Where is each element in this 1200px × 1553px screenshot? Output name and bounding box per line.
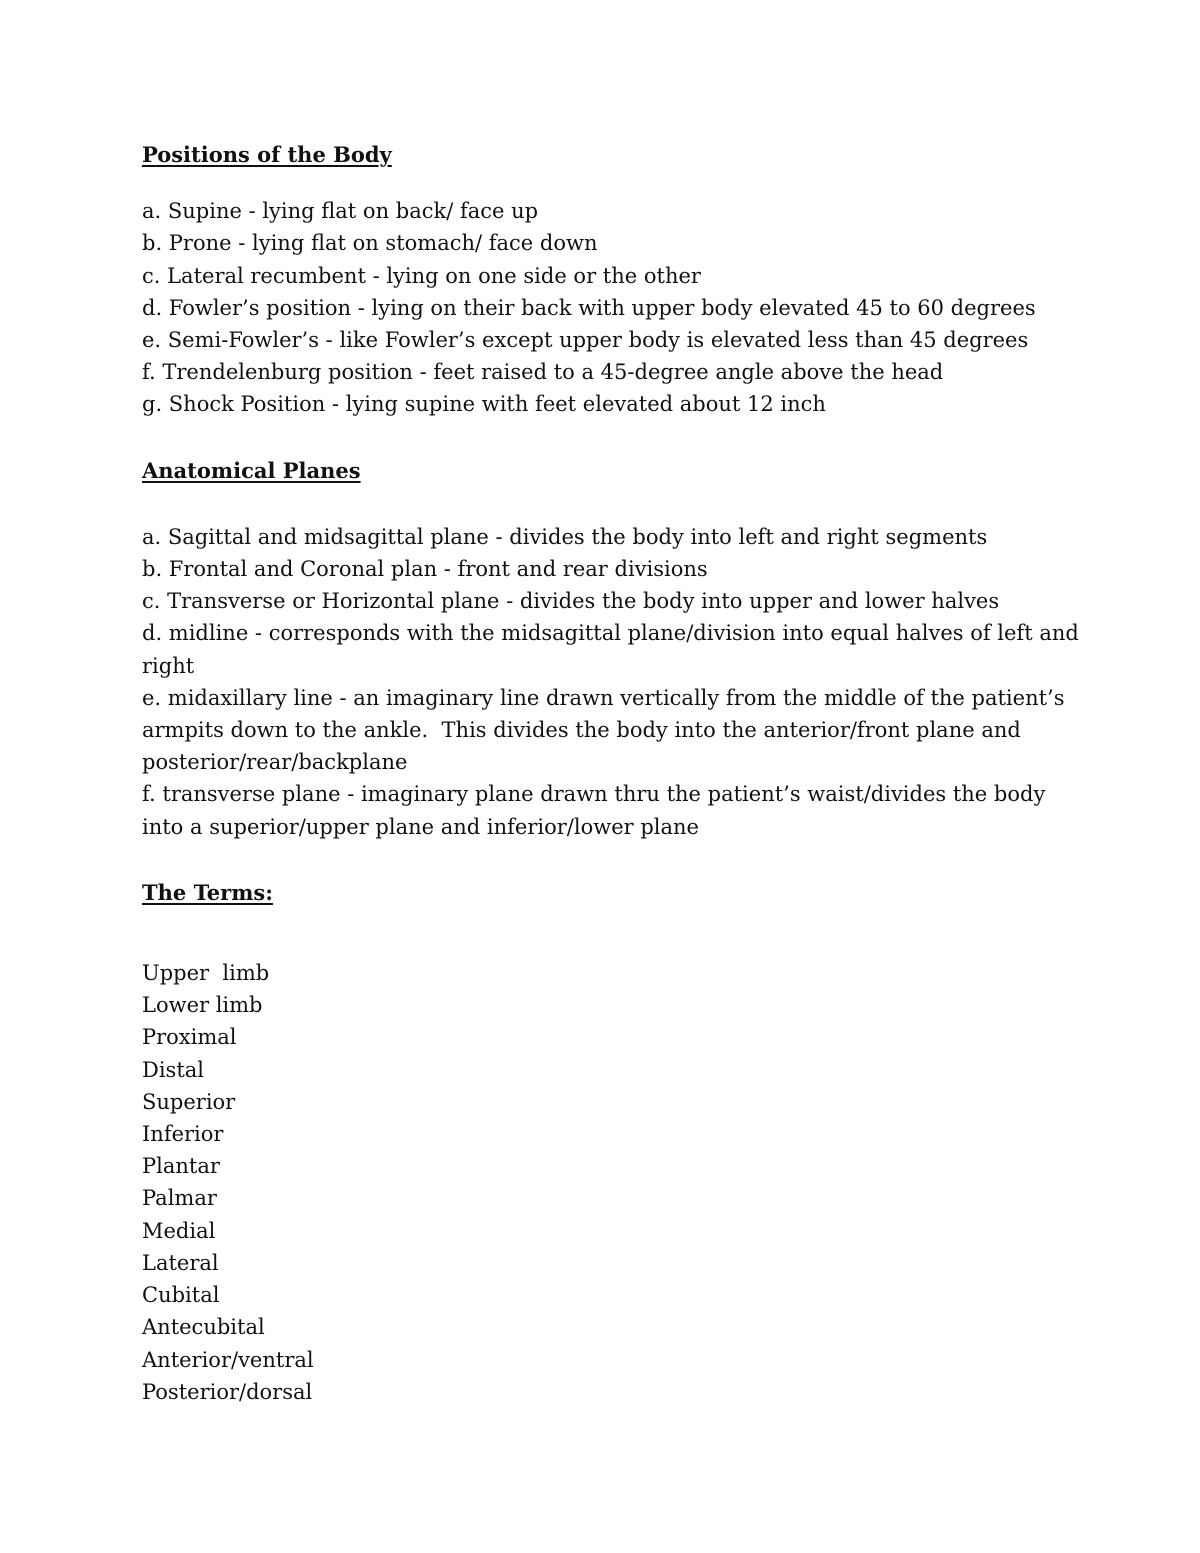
section-heading-positions: Positions of the Body [142, 142, 392, 167]
list-item: Inferior [142, 1122, 224, 1147]
section-heading-planes: Anatomical Planes [142, 457, 361, 483]
positions-list [142, 195, 1082, 420]
planes-list [142, 521, 1086, 843]
list-item: Posterior/dorsal [142, 1379, 313, 1404]
section-heading-terms: The Terms: [142, 879, 274, 905]
list-item: e. Semi-Fowler’s - like Fowler’s except upper body is elevated less than 45 degrees [142, 328, 1029, 353]
document-body [142, 139, 1086, 1408]
list-item: b. Prone - lying flat on stomach/ face down [142, 231, 598, 256]
list-item: d. Fowler’s position - lying on their back with upper body elevated 45 to 60 degrees [142, 295, 1036, 320]
list-item: e. midaxillary line - an imaginary line drawn vertically from the middle of the patient’s armpits down to the ankle. This divides the body into the anterior/front plane and posterior/rear/backplane [142, 685, 1072, 775]
list-item: b. Frontal and Coronal plan - front and rear divisions [142, 557, 708, 582]
list-item: Anterior/ventral [142, 1347, 314, 1372]
list-item: Lateral [142, 1250, 219, 1275]
list-item: c. Transverse or Horizontal plane - divides the body into upper and lower halves [142, 589, 1000, 614]
list-item: Medial [142, 1218, 216, 1243]
terms-list [142, 957, 1082, 1408]
list-item: Plantar [142, 1154, 220, 1179]
list-item: f. transverse plane - imaginary plane drawn thru the patient’s waist/divides the body into a superior/upper plane and inferior/lower plane [142, 782, 1052, 839]
list-item: Proximal [142, 1025, 237, 1050]
list-item: a. Supine - lying flat on back/ face up [142, 199, 539, 224]
list-item: Distal [142, 1057, 205, 1082]
list-item: Lower limb [142, 993, 263, 1018]
list-item: g. Shock Position - lying supine with feet elevated about 12 inch [142, 392, 826, 417]
list-item: Cubital [142, 1283, 220, 1308]
list-item: Upper limb [142, 961, 270, 986]
list-item: c. Lateral recumbent - lying on one side or the other [142, 263, 701, 288]
list-item: a. Sagittal and midsagittal plane - divides the body into left and right segments [142, 524, 988, 549]
list-item: Palmar [142, 1186, 217, 1211]
list-item: f. Trendelenburg position - feet raised to a 45-degree angle above the head [142, 360, 944, 385]
list-item: d. midline - corresponds with the midsagittal plane/division into equal halves of left and right [142, 621, 1086, 678]
list-item: Antecubital [142, 1315, 265, 1340]
list-item: Superior [142, 1089, 236, 1114]
